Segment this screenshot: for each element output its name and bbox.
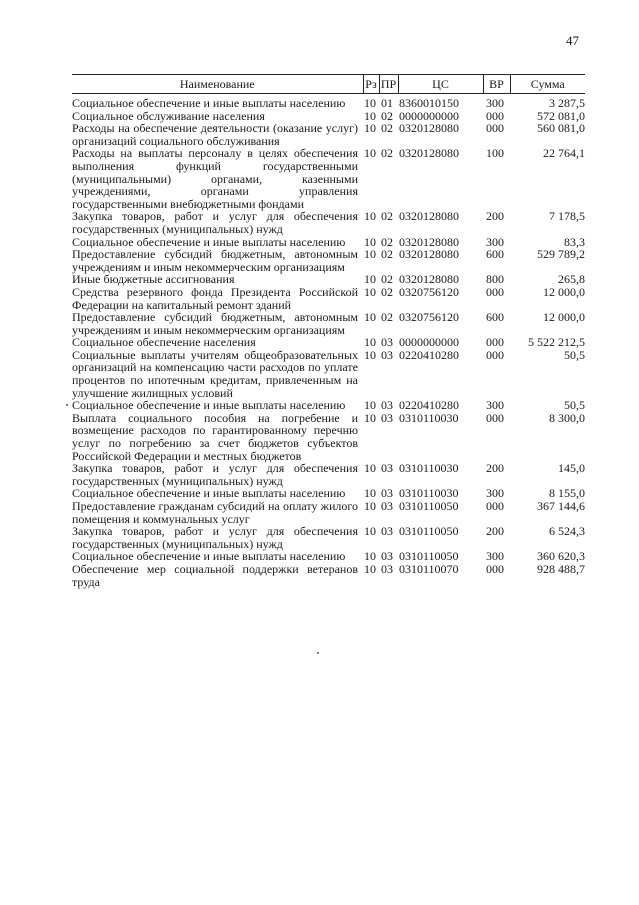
row-name-cell: Социальные выплаты учителям общеобразовательных организаций на компенсацию части расходов по уплате процентов по ипотечным кредитам, привлеченным на улучшение жилищных условий xyxy=(72,347,358,400)
row-name-cell: Закупка товаров, работ и услуг для обеспечения государственных (муниципальных) нужд xyxy=(72,461,358,488)
row-cs-cell: 0220410280 xyxy=(399,398,459,413)
row-name-cell: Закупка товаров, работ и услуг для обеспечения государственных (муниципальных) нужд xyxy=(72,524,358,551)
row-sum-cell: 529 789,2 xyxy=(537,247,585,262)
row-pr-cell: 02 xyxy=(381,272,393,287)
row-vr-cell: 000 xyxy=(486,410,504,425)
row-pr-cell: 03 xyxy=(381,499,393,513)
row-cs-cell: 0310110030 xyxy=(399,486,459,501)
row-vr-cell: 000 xyxy=(486,499,504,513)
row-sum-cell: 265,8 xyxy=(558,272,585,287)
row-rz-cell: 10 xyxy=(364,524,376,539)
row-sum-cell: 367 144,6 xyxy=(537,499,585,513)
row-sum-cell: 572 081,0 xyxy=(537,108,585,123)
row-sum-cell: 3 287,5 xyxy=(549,96,585,110)
row-cs-cell: 0310110070 xyxy=(399,561,459,576)
row-name-cell: Иные бюджетные ассигнования xyxy=(72,272,235,287)
row-vr-cell: 100 xyxy=(486,146,504,161)
row-sum-cell: 928 488,7 xyxy=(537,561,585,576)
row-rz-cell: 10 xyxy=(364,461,376,476)
row-cs-cell: 0320128080 xyxy=(399,247,459,262)
row-pr-cell: 02 xyxy=(381,310,393,325)
table-row xyxy=(72,563,585,588)
header-sum: Сумма xyxy=(510,75,585,94)
row-name-cell: Предоставление субсидий бюджетным, автономным учреждениям и иным некоммерческим организациям xyxy=(72,247,358,274)
row-name-cell: Социальное обеспечение населения xyxy=(72,335,256,350)
row-vr-cell: 300 xyxy=(486,234,504,249)
row-sum-cell: 8 155,0 xyxy=(549,486,585,501)
header-vr: ВР xyxy=(483,75,510,94)
header-name: Наименование xyxy=(72,75,363,94)
row-name-cell: Закупка товаров, работ и услуг для обеспечения государственных (муниципальных) нужд xyxy=(72,209,358,236)
row-cs-cell: 0320128080 xyxy=(399,121,459,136)
scan-speck xyxy=(317,652,319,654)
table-row xyxy=(72,349,585,399)
row-rz-cell: 10 xyxy=(364,209,376,224)
row-name-cell: Предоставление гражданам субсидий на оплату жилого помещения и коммунальных услуг xyxy=(72,499,358,526)
table-row xyxy=(72,399,585,412)
row-cs-cell: 0320128080 xyxy=(399,146,459,161)
row-vr-cell: 300 xyxy=(486,486,504,501)
row-rz-cell: 10 xyxy=(364,284,376,299)
row-sum-cell: 22 764,1 xyxy=(543,146,585,161)
row-vr-cell: 000 xyxy=(486,108,504,123)
row-pr-cell: 03 xyxy=(381,549,393,564)
row-rz-cell: 10 xyxy=(364,108,376,123)
table-row xyxy=(72,336,585,349)
header-rz: Рз xyxy=(363,75,379,94)
table-row xyxy=(72,248,585,273)
row-pr-cell: 02 xyxy=(381,209,393,224)
row-pr-cell: 03 xyxy=(381,398,393,413)
row-cs-cell: 0320756120 xyxy=(399,310,459,325)
row-sum-cell: 5 522 212,5 xyxy=(528,335,585,350)
row-cs-cell: 0000000000 xyxy=(399,108,459,123)
row-cs-cell: 0310110050 xyxy=(399,549,459,564)
row-cs-cell: 0000000000 xyxy=(399,335,459,350)
row-sum-cell: 145,0 xyxy=(558,461,585,476)
row-sum-cell: 50,5 xyxy=(564,347,585,362)
row-cs-cell: 0320128080 xyxy=(399,209,459,224)
row-cs-cell: 0310110050 xyxy=(399,499,459,513)
row-rz-cell: 10 xyxy=(364,335,376,350)
row-vr-cell: 600 xyxy=(486,310,504,325)
header-pr: ПР xyxy=(379,75,398,94)
row-pr-cell: 02 xyxy=(381,108,393,123)
row-pr-cell: 03 xyxy=(381,410,393,425)
table-row xyxy=(72,122,585,147)
row-vr-cell: 000 xyxy=(486,561,504,576)
table-row xyxy=(72,525,585,550)
row-name-cell: Социальное обслуживание населения xyxy=(72,108,265,123)
budget-table xyxy=(72,74,585,588)
table-body xyxy=(72,94,585,589)
row-pr-cell: 03 xyxy=(381,486,393,501)
row-cs-cell: 0320756120 xyxy=(399,284,459,299)
row-pr-cell: 02 xyxy=(381,121,393,136)
table-header-row xyxy=(72,75,585,94)
row-cs-cell: 0310110030 xyxy=(399,461,459,476)
row-pr-cell: 03 xyxy=(381,335,393,350)
row-rz-cell: 10 xyxy=(364,121,376,136)
row-sum-cell: 360 620,3 xyxy=(537,549,585,564)
row-vr-cell: 600 xyxy=(486,247,504,262)
row-rz-cell: 10 xyxy=(364,146,376,161)
row-vr-cell: 000 xyxy=(486,347,504,362)
row-rz-cell: 10 xyxy=(364,96,376,110)
row-rz-cell: 10 xyxy=(364,347,376,362)
row-rz-cell: 10 xyxy=(364,247,376,262)
table-row xyxy=(72,147,585,210)
row-name-cell: Обеспечение мер социальной поддержки ветеранов труда xyxy=(72,561,358,589)
row-sum-cell: 8 300,0 xyxy=(549,410,585,425)
row-name-cell: Социальное обеспечение и иные выплаты населению xyxy=(72,96,346,110)
row-name-cell: Социальное обеспечение и иные выплаты населению xyxy=(72,234,346,249)
table-row xyxy=(72,412,585,462)
table-row xyxy=(72,94,585,110)
row-pr-cell: 02 xyxy=(381,234,393,249)
row-rz-cell: 10 xyxy=(364,486,376,501)
header-cs: ЦС xyxy=(398,75,483,94)
row-rz-cell: 10 xyxy=(364,549,376,564)
row-rz-cell: 10 xyxy=(364,499,376,513)
row-vr-cell: 300 xyxy=(486,549,504,564)
row-sum-cell: 12 000,0 xyxy=(543,284,585,299)
row-vr-cell: 000 xyxy=(486,121,504,136)
row-name-cell: Социальное обеспечение и иные выплаты населению xyxy=(72,549,346,564)
table-row xyxy=(72,462,585,487)
table-row xyxy=(72,286,585,311)
row-name-cell: Средства резервного фонда Президента Российской Федерации на капитальный ремонт зданий xyxy=(72,284,358,312)
row-rz-cell: 10 xyxy=(364,561,376,576)
row-sum-cell: 50,5 xyxy=(564,398,585,413)
row-rz-cell: 10 xyxy=(364,310,376,325)
row-cs-cell: 0320128080 xyxy=(399,272,459,287)
row-cs-cell: 0310110050 xyxy=(399,524,459,539)
row-vr-cell: 200 xyxy=(486,461,504,476)
row-name-cell: Предоставление субсидий бюджетным, автономным учреждениям и иным некоммерческим организациям xyxy=(72,310,358,337)
row-sum-cell: 560 081,0 xyxy=(537,121,585,136)
row-cs-cell: 0310110030 xyxy=(399,410,459,425)
row-vr-cell: 200 xyxy=(486,524,504,539)
row-pr-cell: 03 xyxy=(381,347,393,362)
row-vr-cell: 800 xyxy=(486,272,504,287)
row-pr-cell: 02 xyxy=(381,247,393,262)
row-vr-cell: 000 xyxy=(486,335,504,350)
row-vr-cell: 000 xyxy=(486,284,504,299)
row-name-cell: Социальное обеспечение и иные выплаты населению xyxy=(72,398,346,413)
row-pr-cell: 01 xyxy=(381,96,393,110)
row-pr-cell: 03 xyxy=(381,561,393,576)
row-sum-cell: 12 000,0 xyxy=(543,310,585,325)
table-row xyxy=(72,210,585,235)
row-sum-cell: 7 178,5 xyxy=(549,209,585,224)
row-cs-cell: 8360010150 xyxy=(399,96,459,110)
page-number: 47 xyxy=(566,33,579,48)
table-row xyxy=(72,311,585,336)
row-pr-cell: 03 xyxy=(381,461,393,476)
row-vr-cell: 200 xyxy=(486,209,504,224)
row-pr-cell: 02 xyxy=(381,284,393,299)
row-rz-cell: 10 xyxy=(364,410,376,425)
row-name-cell: Социальное обеспечение и иные выплаты населению xyxy=(72,486,346,501)
row-cs-cell: 0220410280 xyxy=(399,347,459,362)
row-name-cell: Выплата социального пособия на погребение и возмещение расходов по гарантированному перечню услуг по погребению за счет бюджетов субъектов Российской Федерации и местных бюджетов xyxy=(72,410,358,463)
row-sum-cell: 83,3 xyxy=(564,234,585,249)
row-vr-cell: 300 xyxy=(486,398,504,413)
table-row xyxy=(72,500,585,525)
row-sum-cell: 6 524,3 xyxy=(549,524,585,539)
row-pr-cell: 02 xyxy=(381,146,393,161)
row-rz-cell: 10 xyxy=(364,234,376,249)
row-rz-cell: 10 xyxy=(364,272,376,287)
row-rz-cell: 10 xyxy=(364,398,376,413)
scan-speck xyxy=(66,404,68,406)
row-pr-cell: 03 xyxy=(381,524,393,539)
row-name-cell: Расходы на обеспечение деятельности (оказание услуг) организаций социального обслуживания xyxy=(72,121,358,148)
row-cs-cell: 0320128080 xyxy=(399,234,459,249)
row-name-cell: Расходы на выплаты персоналу в целях обеспечения выполнения функций государственными (муниципальными) органами, казенными учреждениями, органами управления государственными внебюджетными фондами xyxy=(72,146,358,211)
row-vr-cell: 300 xyxy=(486,96,504,110)
